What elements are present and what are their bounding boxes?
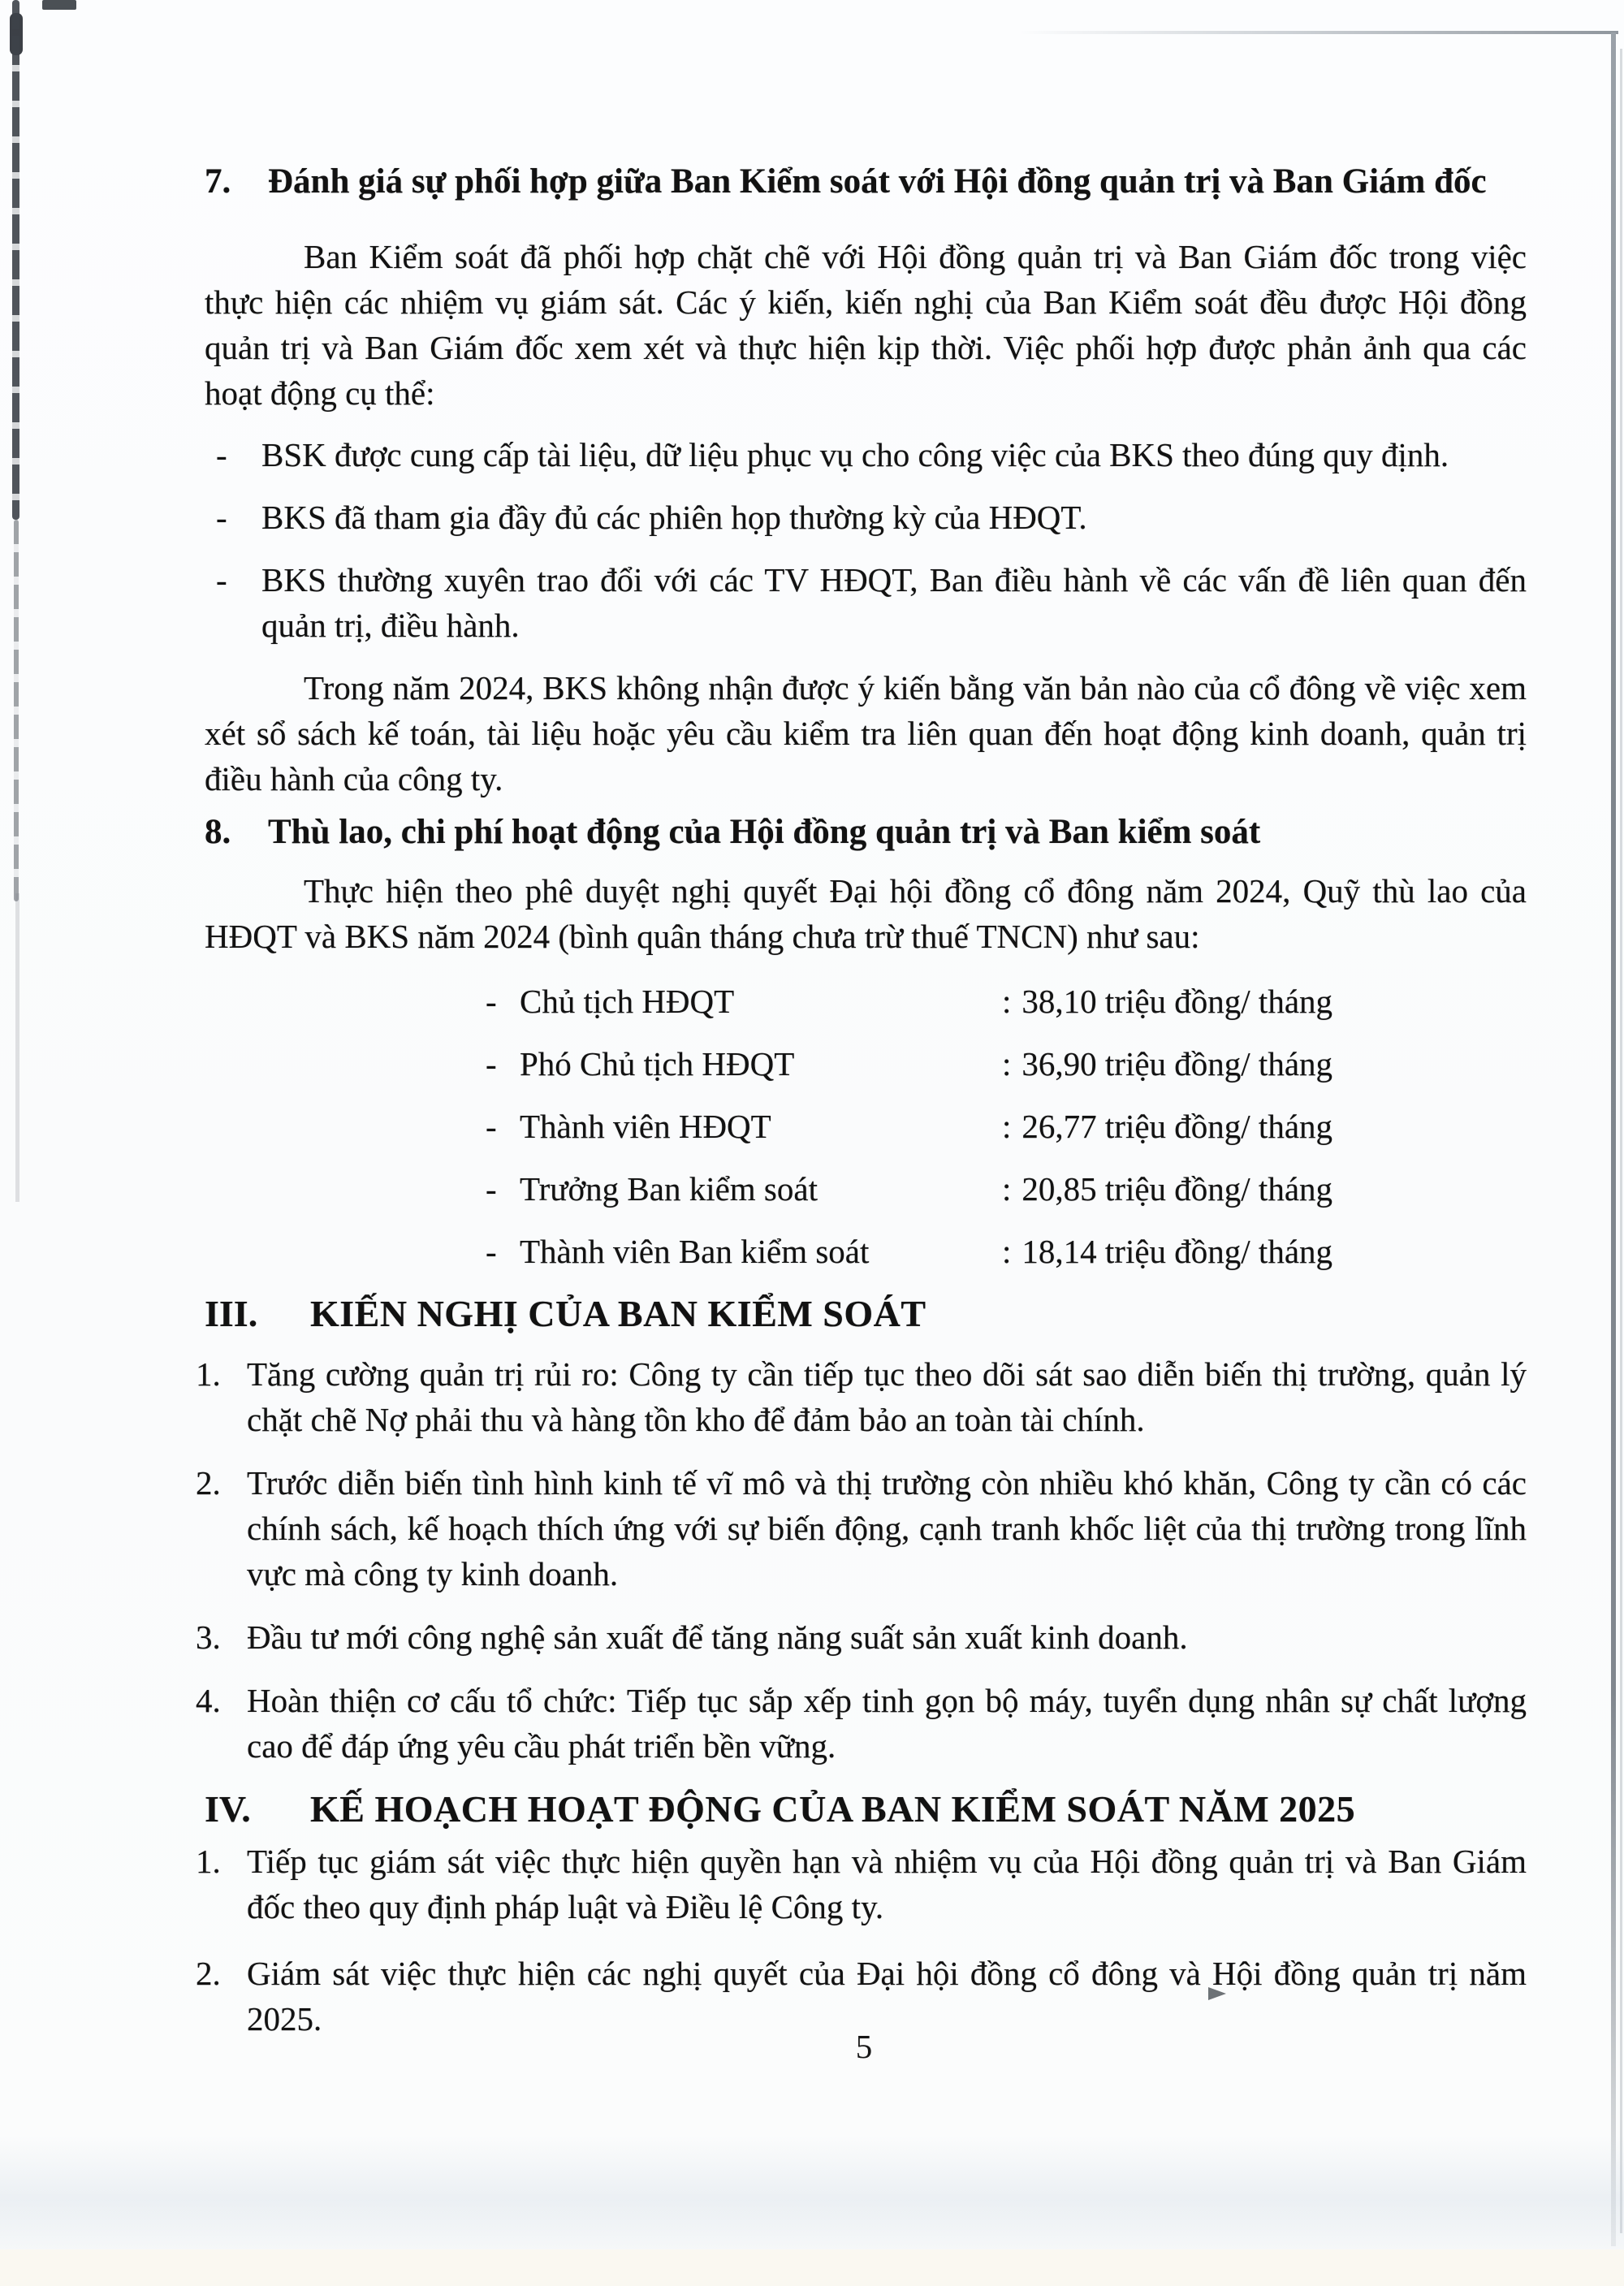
item-text: Giám sát việc thực hiện các nghị quyết của Đại hội đồng cổ đông và Hội đồng quản trị năm 2025.	[247, 1955, 1527, 2038]
bullet-dash: -	[216, 499, 227, 536]
section-iii-heading	[205, 1291, 1527, 1337]
scan-top-edge-line	[1019, 31, 1618, 34]
heading-title: KIẾN NGHỊ CỦA BAN KIỂM SOÁT	[310, 1293, 926, 1334]
heading-number: 7.	[205, 162, 231, 201]
section-iv-heading	[205, 1787, 1527, 1832]
remuneration-row	[205, 1104, 1527, 1149]
document-content	[196, 159, 1527, 2063]
scan-top-left-mark	[42, 0, 76, 10]
scan-bottom-shadow-band	[0, 2136, 1624, 2254]
bullet-text: BSK được cung cấp tài liệu, dữ liệu phục vụ cho công việc của BKS theo đúng quy định.	[261, 436, 1449, 473]
row-label: Chủ tịch HĐQT	[520, 983, 735, 1020]
heading-number: IV.	[205, 1788, 251, 1830]
item-text: Đầu tư mới công nghệ sản xuất để tăng năng suất sản xuất kinh doanh.	[247, 1618, 1188, 1656]
heading-title: Thù lao, chi phí hoạt động của Hội đồng quản trị và Ban kiểm soát	[268, 813, 1261, 851]
numbered-item	[196, 1839, 1527, 1929]
section-7-paragraph-2: Trong năm 2024, BKS không nhận được ý kiến bằng văn bản nào của cổ đông về việc xem xét sổ sách kế toán, tài liệu hoặc yêu cầu kiểm tra liên quan đến hoạt động kinh doanh, quản trị điều hành của công ty.	[205, 669, 1527, 797]
scan-right-edge-echo	[1620, 49, 1622, 2233]
row-dash: -	[486, 1233, 497, 1270]
heading-title: KẾ HOẠCH HOẠT ĐỘNG CỦA BAN KIỂM SOÁT NĂM 2025	[310, 1788, 1356, 1830]
remuneration-row	[205, 1229, 1527, 1274]
supervision-bullet-list	[205, 432, 1527, 648]
row-value: 38,10 triệu đồng/ tháng	[1021, 983, 1333, 1020]
row-dash: -	[486, 1045, 497, 1083]
remuneration-list	[205, 979, 1527, 1274]
row-dash: -	[486, 983, 497, 1020]
heading-number: III.	[205, 1293, 258, 1334]
scan-left-edge-line-faint	[15, 893, 19, 1202]
section-7-paragraph-1: Ban Kiểm soát đã phối hợp chặt chẽ với Hội đồng quản trị và Ban Giám đốc trong việc thực hiện các nhiệm vụ giám sát. Các ý kiến, kiến nghị của Ban Kiểm soát đều được Hội đồng quản trị và Ban Giám đốc xem xét và thực hiện kịp thời. Việc phối hợp được phản ảnh qua các hoạt động cụ thể:	[205, 238, 1527, 412]
row-dash: -	[486, 1108, 497, 1145]
row-value: 18,14 triệu đồng/ tháng	[1021, 1233, 1333, 1270]
bullet-text: BKS đã tham gia đầy đủ các phiên họp thường kỳ của HĐQT.	[261, 499, 1087, 536]
item-text: Hoàn thiện cơ cấu tổ chức: Tiếp tục sắp xếp tinh gọn bộ máy, tuyển dụng nhân sự chất lượng cao để đáp ứng yêu cầu phát triển bền vững.	[247, 1682, 1527, 1765]
scan-left-edge-line	[12, 0, 19, 520]
remuneration-row	[205, 1166, 1527, 1212]
numbered-item	[196, 1351, 1527, 1442]
row-colon: :	[1002, 1233, 1012, 1270]
heading-title: Đánh giá sự phối hợp giữa Ban Kiểm soát với Hội đồng quản trị và Ban Giám đốc	[268, 162, 1487, 201]
bullet-text: BKS thường xuyên trao đổi với các TV HĐQT, Ban điều hành về các vấn đề liên quan đến quản trị, điều hành.	[261, 561, 1527, 644]
item-number: 2.	[196, 1955, 221, 1992]
row-label: Thành viên HĐQT	[520, 1108, 771, 1145]
item-text: Tăng cường quản trị rủi ro: Công ty cần tiếp tục theo dõi sát sao diễn biến thị trường, quản lý chặt chẽ Nợ phải thu và hàng tồn kho để đảm bảo an toàn tài chính.	[247, 1355, 1527, 1438]
heading-number: 8.	[205, 813, 231, 851]
remuneration-row	[205, 979, 1527, 1024]
numbered-item	[196, 1614, 1527, 1660]
section-8-paragraph: Thực hiện theo phê duyệt nghị quyết Đại hội đồng cổ đông năm 2024, Quỹ thù lao của HĐQT và BKS năm 2024 (bình quân tháng chưa trừ thuế TNCN) như sau:	[205, 872, 1527, 955]
item-number: 4.	[196, 1682, 221, 1719]
bullet-item	[205, 495, 1527, 540]
item-number: 1.	[196, 1355, 221, 1393]
item-number: 3.	[196, 1618, 221, 1656]
scan-right-edge-line	[1611, 32, 1616, 2246]
row-colon: :	[1002, 1170, 1012, 1208]
remuneration-row	[205, 1041, 1527, 1087]
row-colon: :	[1002, 1045, 1012, 1083]
row-colon: :	[1002, 1108, 1012, 1145]
row-label: Trưởng Ban kiểm soát	[520, 1170, 818, 1208]
bullet-dash: -	[216, 561, 227, 599]
row-dash: -	[486, 1170, 497, 1208]
plan-list	[196, 1839, 1527, 2042]
row-value: 20,85 triệu đồng/ tháng	[1021, 1170, 1333, 1208]
section-8-heading	[205, 810, 1527, 855]
scan-bottom-strip	[0, 2249, 1624, 2286]
item-text: Tiếp tục giám sát việc thực hiện quyền hạn và nhiệm vụ của Hội đồng quản trị và Ban Giám đốc theo quy định pháp luật và Điều lệ Công ty.	[247, 1843, 1527, 1925]
page-number: 5	[855, 2028, 873, 2065]
numbered-item	[196, 1678, 1527, 1769]
recommendations-list	[196, 1351, 1527, 1769]
bullet-dash: -	[216, 436, 227, 473]
row-label: Thành viên Ban kiểm soát	[520, 1233, 870, 1270]
bullet-item	[205, 557, 1527, 648]
item-text: Trước diễn biến tình hình kinh tế vĩ mô và thị trường còn nhiều khó khăn, Công ty cần có các chính sách, kế hoạch thích ứng với sự biến động, cạnh tranh khốc liệt của thị trường trong lĩnh vực mà công ty kinh doanh.	[247, 1464, 1527, 1592]
bullet-item	[205, 432, 1527, 478]
numbered-item	[196, 1460, 1527, 1597]
row-label: Phó Chủ tịch HĐQT	[520, 1045, 795, 1083]
section-7-heading	[205, 159, 1527, 205]
row-colon: :	[1002, 983, 1012, 1020]
row-value: 26,77 triệu đồng/ tháng	[1021, 1108, 1333, 1145]
scan-left-edge-line-faded	[14, 520, 19, 901]
item-number: 1.	[196, 1843, 221, 1880]
row-value: 36,90 triệu đồng/ tháng	[1021, 1045, 1333, 1083]
item-number: 2.	[196, 1464, 221, 1502]
